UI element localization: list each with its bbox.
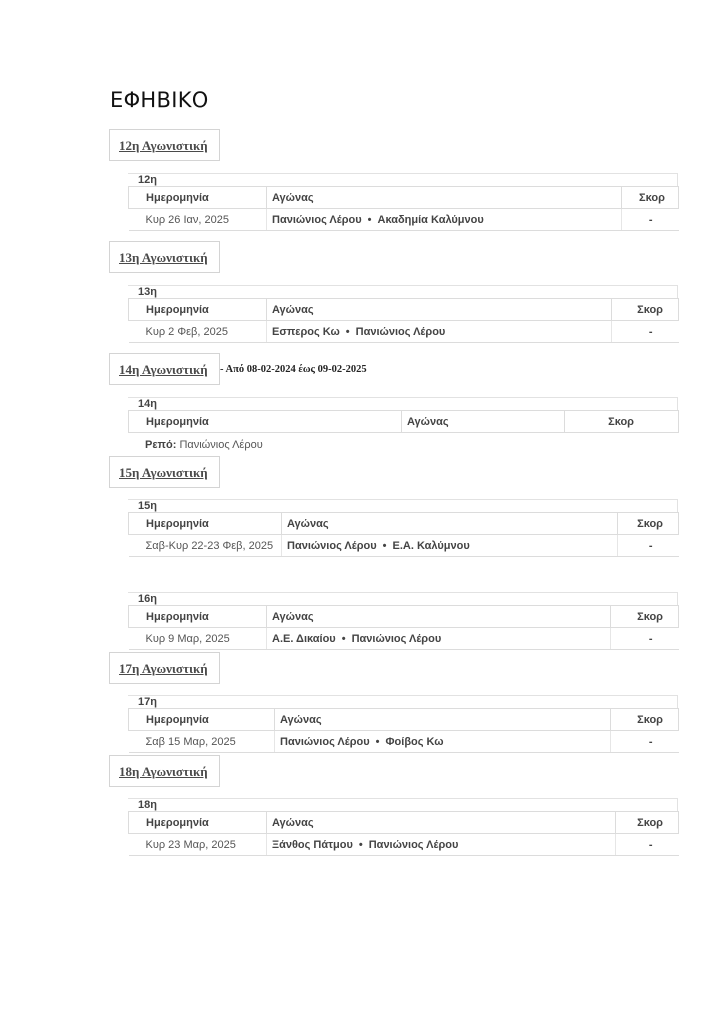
match-teams[interactable] (267, 834, 616, 856)
date-header: Ημερομηνία (129, 187, 267, 209)
match-header: Αγώνας (282, 513, 618, 535)
fixtures-table (128, 605, 679, 650)
separator: • (375, 735, 380, 748)
match-score: - (616, 834, 679, 856)
round-label: 12η (138, 174, 157, 186)
tab-round-15-label[interactable]: 15η Αγωνιστική (119, 465, 208, 480)
separator: • (358, 838, 363, 851)
table-row (129, 535, 679, 557)
fixtures-table (128, 811, 679, 856)
match-date: Κυρ 26 Ιαν, 2025 (129, 209, 267, 231)
tab-round-14[interactable] (109, 353, 220, 385)
score-header: Σκορ (618, 513, 679, 535)
match-header: Αγώνας (267, 299, 612, 321)
round-label: 17η (138, 696, 157, 708)
bye-notice (145, 439, 263, 451)
fixtures-table (128, 708, 679, 753)
date-header: Ημερομηνία (129, 513, 282, 535)
table-row (129, 321, 679, 343)
round-label: 16η (138, 593, 157, 605)
match-header: Αγώνας (267, 812, 616, 834)
match-header: Αγώνας (402, 411, 565, 433)
fixtures-table (128, 298, 679, 343)
round-12-block (128, 173, 678, 231)
match-header: Αγώνας (267, 606, 611, 628)
match-teams[interactable] (267, 321, 612, 343)
table-header-row (129, 812, 679, 834)
away-team[interactable]: Ακαδημία Καλύμνου (377, 213, 484, 226)
away-team[interactable]: Πανιώνιος Λέρου (368, 838, 459, 851)
date-header: Ημερομηνία (129, 709, 275, 731)
score-header: Σκορ (616, 812, 679, 834)
match-score: - (611, 628, 679, 650)
table-header-row (129, 411, 679, 433)
match-date: Κυρ 9 Μαρ, 2025 (129, 628, 267, 650)
fixtures-table (128, 512, 679, 557)
match-teams[interactable] (282, 535, 618, 557)
home-team[interactable]: Εσπερος Κω (272, 325, 340, 338)
round-18-block (128, 798, 678, 856)
separator: • (341, 632, 346, 645)
table-header-row (129, 606, 679, 628)
table-row (129, 834, 679, 856)
round-14-date-range: - Από 08-02-2024 έως 09-02-2025 (220, 364, 367, 375)
home-team[interactable]: Α.Ε. Δικαίου (272, 632, 336, 645)
table-header-row (129, 513, 679, 535)
tab-round-14-label[interactable]: 14η Αγωνιστική (119, 362, 208, 377)
round-17-block (128, 695, 678, 753)
table-row (129, 628, 679, 650)
round-label: 18η (138, 799, 157, 811)
match-date: Σαβ 15 Μαρ, 2025 (129, 731, 275, 753)
match-score: - (618, 535, 679, 557)
away-team[interactable]: Φοίβος Κω (385, 735, 444, 748)
score-header: Σκορ (565, 411, 679, 433)
tab-round-17[interactable] (109, 652, 220, 684)
match-teams[interactable] (267, 628, 611, 650)
tab-round-13[interactable] (109, 241, 220, 273)
date-header: Ημερομηνία (129, 606, 267, 628)
home-team[interactable]: Πανιώνιος Λέρου (272, 213, 362, 226)
score-header: Σκορ (611, 709, 679, 731)
fixtures-table (128, 410, 679, 433)
round-label: 13η (138, 286, 157, 298)
bye-team[interactable]: Πανιώνιος Λέρου (179, 439, 263, 451)
table-row (129, 209, 679, 231)
match-date: Κυρ 23 Μαρ, 2025 (129, 834, 267, 856)
table-header-row (129, 187, 679, 209)
round-label: 15η (138, 500, 157, 512)
round-label: 14η (138, 398, 157, 410)
round-16-block (128, 592, 678, 650)
page-title: ΕΦΗΒΙΚΟ (110, 88, 209, 112)
date-header: Ημερομηνία (129, 812, 267, 834)
separator: • (345, 325, 350, 338)
score-header: Σκορ (611, 606, 679, 628)
match-score: - (622, 209, 679, 231)
home-team[interactable]: Πανιώνιος Λέρου (280, 735, 370, 748)
separator: • (367, 213, 372, 226)
away-team[interactable]: Πανιώνιος Λέρου (355, 325, 446, 338)
tab-round-13-label[interactable]: 13η Αγωνιστική (119, 250, 208, 265)
away-team[interactable]: Πανιώνιος Λέρου (351, 632, 442, 645)
tab-round-12[interactable] (109, 129, 220, 161)
tab-round-17-label[interactable]: 17η Αγωνιστική (119, 661, 208, 676)
match-header: Αγώνας (275, 709, 611, 731)
date-header: Ημερομηνία (129, 299, 267, 321)
match-teams[interactable] (267, 209, 622, 231)
table-row (129, 731, 679, 753)
match-score: - (612, 321, 679, 343)
fixtures-table (128, 186, 679, 231)
round-15-block (128, 499, 678, 557)
away-team[interactable]: Ε.Α. Καλύμνου (392, 539, 470, 552)
round-13-block (128, 285, 678, 343)
bye-label: Ρεπό: (145, 439, 177, 451)
tab-round-12-label[interactable]: 12η Αγωνιστική (119, 138, 208, 153)
date-header: Ημερομηνία (129, 411, 402, 433)
home-team[interactable]: Πανιώνιος Λέρου (287, 539, 377, 552)
round-14-block (128, 397, 678, 433)
match-teams[interactable] (275, 731, 611, 753)
score-header: Σκορ (622, 187, 679, 209)
tab-round-18-label[interactable]: 18η Αγωνιστική (119, 764, 208, 779)
match-date: Κυρ 2 Φεβ, 2025 (129, 321, 267, 343)
match-score: - (611, 731, 679, 753)
score-header: Σκορ (612, 299, 679, 321)
table-header-row (129, 709, 679, 731)
tab-round-15[interactable] (109, 456, 220, 488)
match-date: Σαβ-Κυρ 22-23 Φεβ, 2025 (129, 535, 282, 557)
separator: • (382, 539, 387, 552)
home-team[interactable]: Ξάνθος Πάτμου (272, 838, 353, 851)
match-header: Αγώνας (267, 187, 622, 209)
table-header-row (129, 299, 679, 321)
tab-round-18[interactable] (109, 755, 220, 787)
